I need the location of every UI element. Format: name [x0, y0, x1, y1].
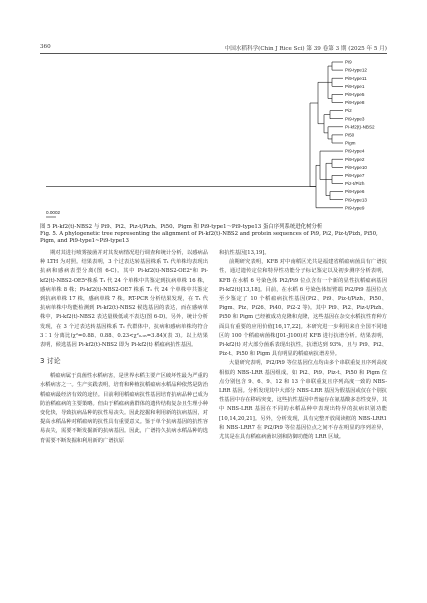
tree-taxon-label: Pi9-type9 — [345, 205, 365, 211]
scale-bar-label: 0.0002 — [46, 210, 61, 215]
left-column — [40, 249, 208, 446]
tree-taxon-label: Pi9 — [345, 59, 352, 65]
figure-caption — [40, 224, 387, 245]
right-column — [219, 249, 387, 442]
paragraph: 和抗性基因[13,19]。 — [219, 250, 270, 256]
tree-taxon-label: Pi9-type2 — [345, 156, 365, 162]
scale-bar — [46, 210, 60, 217]
paragraph: 期对其进行喷雾接菌并对其发病情况进行调查和统计分析，以感病品种 LTH 为对照。结果表明，3 个过表达转基因株系 T₁ 代单株均表现出抗病和感病表型分离(图 6-C)。其中 Pi-kf2(t)-NBS2-OE2ᵃ和 Pi-kf2(t)-NBS2-OE5ᵃ株系 T₁ 代 24 个单株中共鉴定到抗病单株 16 株，感病单株 8 株；Pi-kf2(t)-NBS2-OE7 株系 T₁ 代 24 个单株中共鉴定到抗病单株 17 株，感病单株 7 株。RT-PCR 分析结果发现，在 T₁ 代抗病单株中均能检测到 Pi-kf2(t)-NBS2 候选基因的表达，而在感病单株中，Pi-kf2(t)-NBS2 表达量极低或不表达(图 6-D)。另外，统计分析发现，在 3 个过表达转基因株系 T₁ 代群体中，抗病和感病单株均符合 3∶1 分离比(χ²=0.88、0.88、0.23<χ²₀.₀₅=3.84)(表 3)。以上结果表明，候选基因 Pi-kf2(t)-NBS2 即为 Pi-kf2(t) 稻瘟病抗性基因。 — [40, 250, 208, 349]
tree-taxon-label: Pi9-type7 — [345, 173, 365, 178]
page-number: 360 — [40, 44, 51, 50]
phylogenetic-tree — [40, 56, 387, 221]
tree-taxon-label: Pi50 — [345, 132, 355, 138]
paragraph: 大量研究表明，Pi2/Pi9 等位基因位点均由多个串联重复且序列高度相似的 NBS-LRR 基因组成。如 Pi2、Pi9、Piz-t、Pi50 和 Pigm 位点分别包含 9、6、9、12 和 13 个串联重复且序列高度一致的 NBS-LRR 基因。分析发现其中大部分 NBS-LRR 基因为假基因或仅在个别抗性基因中存在移码突变，这些抗性基因中普遍存在氨基酸多态性变异，其中 NBS-LRR 基因在不同的水稻品种中表现出特异的抗病识别功能[10,14,20,21]。另外，分析发现，具有完整开放阅读框的 NBS-LRR1 和 NBS-LRR7 在 Pi2/Pi9 等位基因位点之间不存在明显的序列差异，尤其是在具有稻瘟病菌识别和防御功能的 LRR 区域。 — [219, 360, 387, 441]
paragraph: 前期研究表明，KFB 对中南稻区光共是福建省稻瘟病菌具有广谱抗性，通过遗传定位和特异性功能分子标记鉴定以及初步测序分析表明，KFB 在水稻 6 号染色体 Pi2/Pi9 位点含有一个新的显性抗稻瘟病基因 Pi-kf2(t)[13,18]。目前，在水稻 6 号染色体短臂端 Pi2/Pi9 基因位点至少鉴定了 10 个稻瘟病抗性基因(Pi2、Pi9、Piz-t/Pizh、Pi50、Pigm、Piz、Pi26、Pi40、Pi2-2 等)。其中 Pi9、Pi2、Piz-t/Pizh、Pi50 和 Pigm 已经被成功克隆和克隆，这些基因在杂交水稻抗性育种方面具有重要的应用价值[16,17,22]。本研究进一步利用来自全国不同地区的 100 个稻瘟病菌株(J01-J100)对 KFB 进行抗谱分析。结果表明，Pi-kf2(t) 对大部分菌系表现出抗性，抗谱达到 93%，且与 Pi9、Pi2、Piz-t、Pi50 和 Pigm 具有明显的稻瘟病抗谱差异。 — [219, 259, 387, 358]
tree-taxon-label: Pi9-type3 — [345, 116, 365, 122]
tree-taxon-label: Pigm — [345, 140, 356, 146]
tree-taxon-label: Pi9-type12 — [345, 67, 367, 73]
section-heading: 3 讨论 — [40, 357, 61, 366]
tree-taxon-label: Pi9-type5 — [345, 92, 365, 97]
tree-taxon-label: Pi9-type4 — [345, 148, 365, 154]
tree-taxon-label: Pi9-type1 — [345, 83, 365, 89]
paragraph: 稻瘟病属于真菌性水稻病害，是世界水稻主要产区破坏性最为严重的水稻病害之一。生产实践表明，培育和种植抗稻瘟病水稻品种依然是防治稻瘟病最经济有效的途径。目前利用稻瘟病抗性基因培育抗病品种已成为防治稻瘟病的主要策略。但由于稻瘟病菌群体的遗传结构复杂且生理小种变化快，导致抗病品种的抗性易丧失。因此挖掘和利用新的抗病基因，对提高水稻品种对稻瘟病的抗性具有重要意义。鉴于单个抗病基因的抗性容易丧失，需要不断发掘新的抗病基因。因此，广谱持久抗病水稻品种的选育需要不断发掘和利用新的广谱抗原 — [40, 373, 208, 444]
tree-taxon-label: Pi2 — [345, 108, 352, 114]
tree-taxon-label: Pi9-type8 — [345, 100, 365, 106]
tree-taxon-label: Pi9-type11 — [345, 75, 367, 81]
journal-header: 中国水稻科学(Chin J Rice Sci) 第 39 卷第 3 期 (2025 年 5 月) — [224, 46, 387, 52]
caption-cn: 图 5 Pi-kf2(t)-NBS2 与 Pi9、Pi2、Piz-t/Pizh、Pi50、Pigm 和 Pi9-type1～Pi9-type13 蛋白序列系统进化树分析 — [40, 224, 323, 230]
tree-taxon-label: Piz-t/Pizh — [345, 181, 365, 187]
tree-taxon-label: Pi9-type6 — [345, 189, 365, 195]
tree-taxon-label: Pi9-type13 — [345, 197, 367, 203]
tree-taxon-label: Pi-kf2(t)-NBS2 — [345, 124, 375, 130]
tree-taxon-label: Pi9-type10 — [345, 164, 367, 170]
header-rule — [40, 53, 387, 54]
caption-en: Fig. 5. A phylogenetic tree representing the alignment of Pi-kf2(t)-NBS2 and protein sequences of Pi9, Pi2, Piz-t/Pizh, Pi50, Pigm, and Pi9-type1~Pi9-type13 — [40, 231, 378, 245]
